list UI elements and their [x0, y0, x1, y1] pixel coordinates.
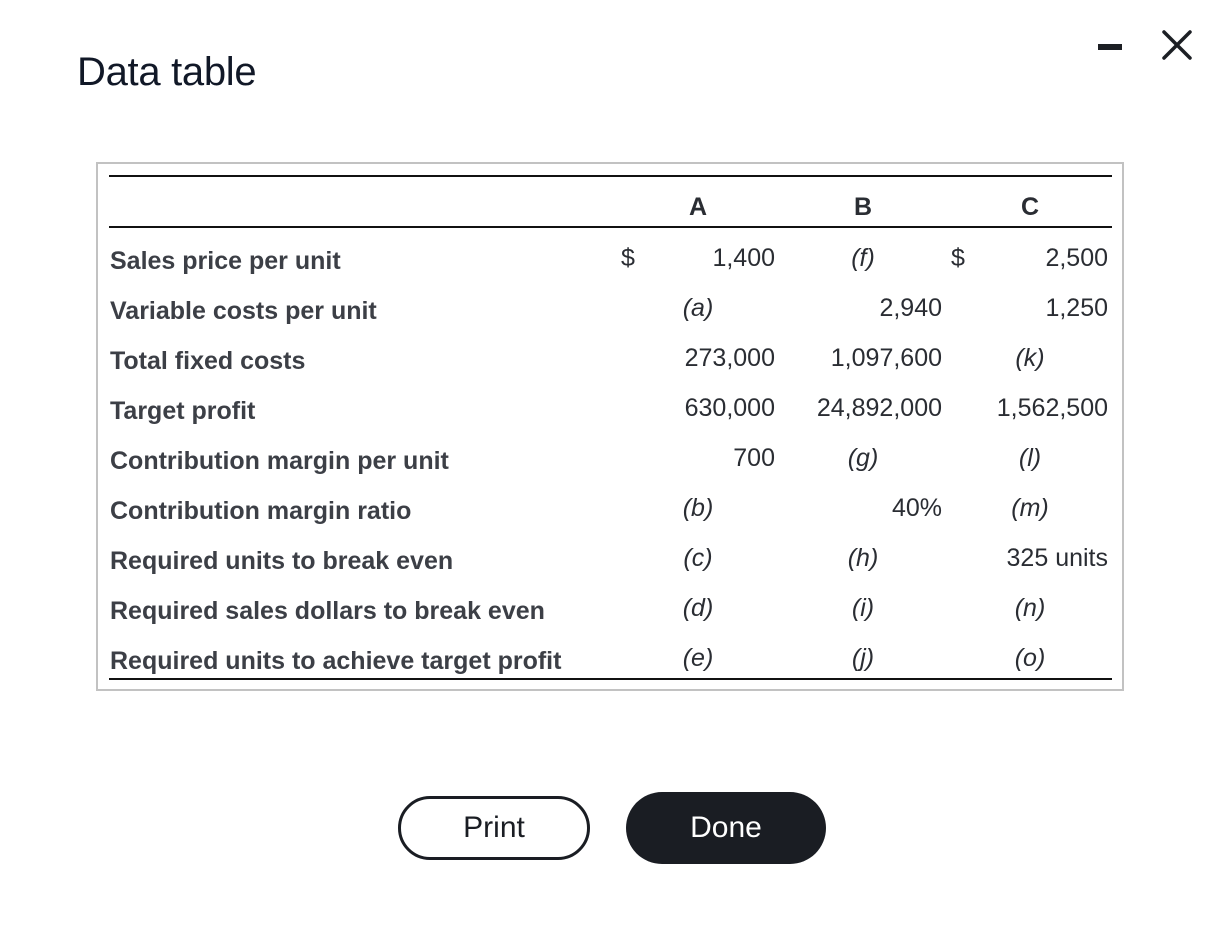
print-button[interactable]: Print	[398, 796, 590, 860]
cell-c: 2,500	[1045, 244, 1108, 272]
row-label: Target profit	[110, 397, 256, 425]
column-header-c: C	[1020, 193, 1040, 221]
currency-symbol-a: $	[621, 244, 635, 272]
cell-a: (e)	[682, 644, 714, 672]
cell-c: (l)	[1018, 444, 1042, 472]
cell-c: 325 units	[1006, 544, 1108, 572]
row-label: Sales price per unit	[110, 247, 341, 275]
cell-c: 1,250	[1045, 294, 1108, 322]
cell-a: 1,400	[712, 244, 775, 272]
cell-a: 273,000	[684, 344, 775, 372]
row-label: Required sales dollars to break even	[110, 597, 545, 625]
row-label: Contribution margin ratio	[110, 497, 412, 525]
cell-c: (m)	[1011, 494, 1049, 522]
cell-a: (a)	[682, 294, 714, 322]
column-header-b: B	[853, 193, 873, 221]
cell-b: (g)	[847, 444, 879, 472]
dialog-title: Data table	[77, 50, 257, 94]
minimize-icon	[1090, 30, 1130, 64]
row-label: Required units to achieve target profit	[110, 647, 562, 675]
row-label: Variable costs per unit	[110, 297, 377, 325]
cell-b: 24,892,000	[816, 394, 942, 422]
cell-a: 630,000	[684, 394, 775, 422]
done-button[interactable]: Done	[626, 792, 826, 864]
row-label: Contribution margin per unit	[110, 447, 449, 475]
cell-a: 700	[733, 444, 775, 472]
cell-c: (n)	[1014, 594, 1046, 622]
cell-b: (j)	[851, 644, 875, 672]
cell-c: 1,562,500	[996, 394, 1108, 422]
table-top-rule	[109, 175, 1112, 177]
cell-a: (c)	[683, 544, 713, 572]
table-bottom-rule	[109, 678, 1112, 680]
close-icon	[1152, 24, 1202, 68]
row-label: Total fixed costs	[110, 347, 306, 375]
cell-a: (b)	[682, 494, 714, 522]
currency-symbol-c: $	[951, 244, 965, 272]
minimize-button[interactable]	[1090, 30, 1130, 64]
close-button[interactable]	[1152, 24, 1202, 68]
cell-b: 2,940	[879, 294, 942, 322]
row-label: Required units to break even	[110, 547, 454, 575]
cell-b: (h)	[847, 544, 879, 572]
cell-c: (o)	[1014, 644, 1046, 672]
cell-a: (d)	[682, 594, 714, 622]
data-table	[96, 162, 1124, 691]
cell-b: (f)	[851, 244, 875, 272]
cell-b: 40%	[891, 494, 942, 522]
column-header-a: A	[688, 193, 708, 221]
cell-b: 1,097,600	[830, 344, 942, 372]
cell-c: (k)	[1015, 344, 1045, 372]
cell-b: (i)	[851, 594, 875, 622]
header-bottom-rule	[109, 226, 1112, 228]
